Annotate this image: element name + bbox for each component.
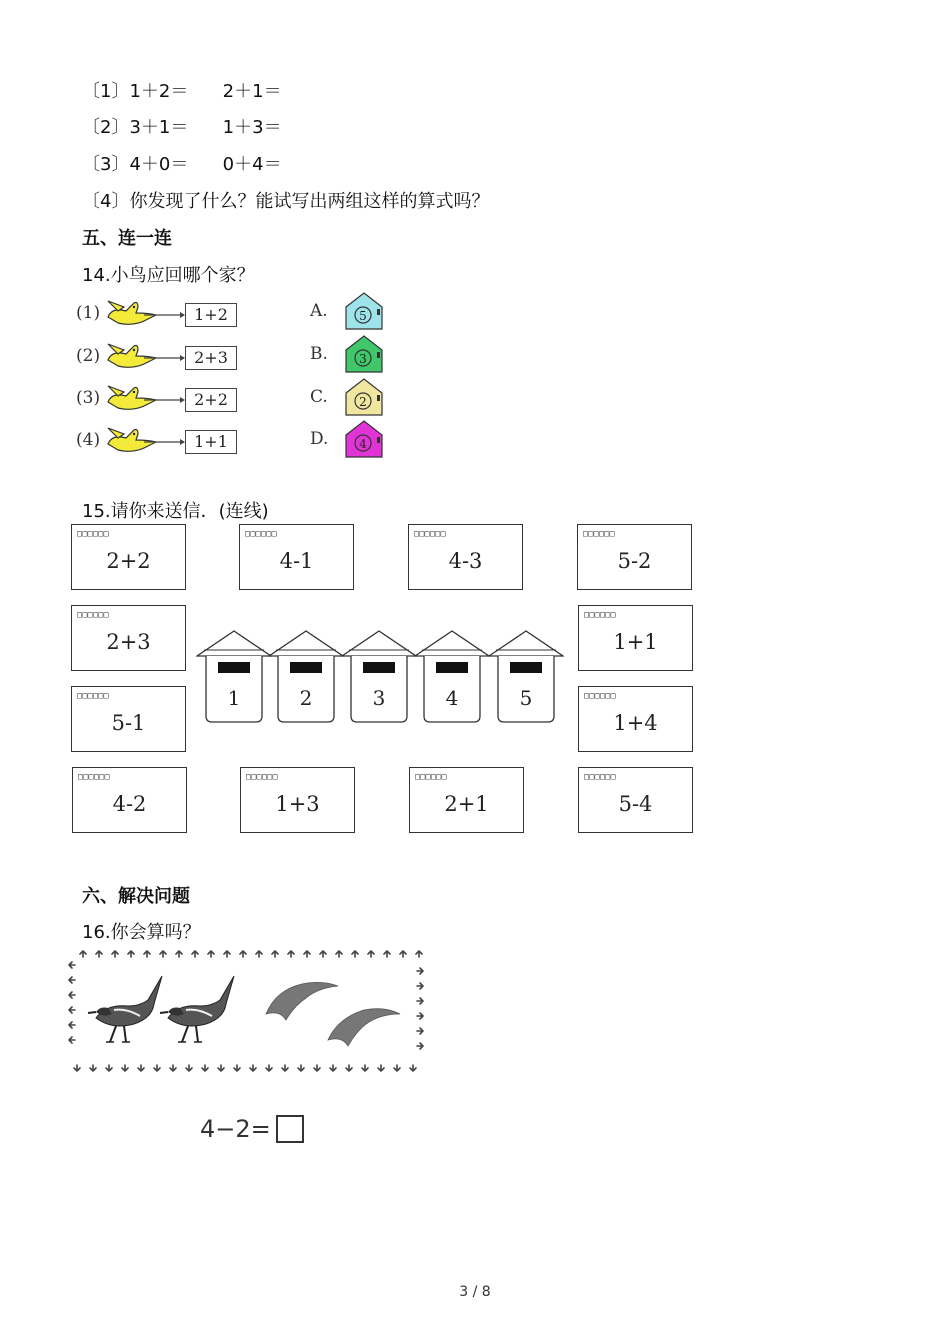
flying-bird-icon (266, 982, 338, 1020)
mailbox (488, 630, 564, 724)
standing-bird-icon (88, 976, 162, 1042)
letter-card (240, 767, 355, 833)
mailbox-number: 1 (227, 686, 241, 710)
stamp-marks: □□□□□□ (245, 529, 277, 538)
stamp-marks: □□□□□□ (415, 772, 447, 781)
letter-card (409, 767, 524, 833)
bird-icon (104, 424, 186, 458)
letter-card (71, 524, 186, 590)
letter-equation: 2+2 (106, 549, 151, 573)
svg-text:2: 2 (359, 395, 367, 409)
stamp-marks: □□□□□□ (77, 529, 109, 538)
house-letter: B. (310, 344, 328, 364)
letter-equation: 5-4 (618, 792, 653, 816)
mailbox-number: 5 (519, 686, 533, 710)
house-letter: C. (310, 387, 328, 407)
bird-equation-box: 2+3 (185, 346, 237, 370)
svg-text:4: 4 (359, 437, 367, 451)
letter-card (71, 686, 186, 752)
letter-card (72, 767, 187, 833)
bird-index: (4) (76, 430, 101, 450)
section-5-title: 五、连一连 (82, 228, 172, 249)
birdhouse-icon (342, 377, 388, 417)
stamp-marks: □□□□□□ (246, 772, 278, 781)
bird-index: (1) (76, 303, 101, 323)
bird-index: (3) (76, 388, 101, 408)
svg-text:5: 5 (359, 309, 367, 323)
stamp-marks: □□□□□□ (584, 610, 616, 619)
question-15-prompt: 15.请你来送信．(连线) (82, 501, 269, 522)
bird-scene-illustration (66, 946, 428, 1076)
letter-equation: 2+3 (106, 630, 151, 654)
svg-text:3: 3 (359, 352, 367, 366)
stamp-marks: □□□□□□ (77, 610, 109, 619)
birdhouse-icon (342, 291, 388, 331)
section-6-title: 六、解决问题 (82, 886, 190, 907)
bird-equation-box: 1+1 (185, 430, 237, 454)
page-number: 3 / 8 (459, 1284, 491, 1300)
stamp-marks: □□□□□□ (583, 529, 615, 538)
question-4-2: 〔2〕3＋1＝ 1＋3＝ (82, 117, 282, 138)
letter-card (578, 686, 693, 752)
birdhouse-icon (342, 334, 388, 374)
bird-equation-box: 1+2 (185, 303, 237, 327)
bird-icon (104, 340, 186, 374)
mailbox (196, 630, 272, 724)
question-14-prompt: 14.小鸟应回哪个家？ (82, 265, 255, 286)
letter-card (578, 767, 693, 833)
bird-scene (66, 946, 428, 1076)
mailbox (341, 630, 417, 724)
letter-equation: 1+4 (613, 711, 658, 735)
bird-equation-box: 2+2 (185, 388, 237, 412)
answer-box[interactable] (276, 1115, 304, 1143)
letter-equation: 5-2 (617, 549, 652, 573)
letter-equation: 1+3 (275, 792, 320, 816)
question-4-3: 〔3〕4＋0＝ 0＋4＝ (82, 154, 282, 175)
mailbox (268, 630, 344, 724)
bird-icon (104, 382, 186, 416)
flying-bird-icon (328, 1009, 400, 1046)
stamp-marks: □□□□□□ (78, 772, 110, 781)
letter-equation: 1+1 (613, 630, 658, 654)
letter-equation: 4-3 (448, 549, 483, 573)
letter-equation: 4-1 (279, 549, 314, 573)
letter-equation: 4-2 (112, 792, 147, 816)
bird-index: (2) (76, 346, 101, 366)
stamp-marks: □□□□□□ (584, 691, 616, 700)
mailbox-number: 3 (372, 686, 386, 710)
house-letter: A. (310, 301, 328, 321)
stamp-marks: □□□□□□ (414, 529, 446, 538)
stamp-marks: □□□□□□ (77, 691, 109, 700)
standing-bird-icon (160, 976, 234, 1042)
letter-equation: 2+1 (444, 792, 489, 816)
equation-text: 4−2= (200, 1115, 271, 1143)
letter-card (408, 524, 523, 590)
letter-equation: 5-1 (111, 711, 146, 735)
stamp-marks: □□□□□□ (584, 772, 616, 781)
house-letter: D. (310, 429, 329, 449)
question-16-prompt: 16.你会算吗？ (82, 922, 201, 943)
letter-card (239, 524, 354, 590)
letter-card (578, 605, 693, 671)
mailbox (414, 630, 490, 724)
mailbox-number: 2 (299, 686, 313, 710)
question-4-1: 〔1〕1＋2＝ 2＋1＝ (82, 81, 282, 102)
bird-icon (104, 297, 186, 331)
birdhouse-icon (342, 419, 388, 459)
question-4-4: 〔4〕你发现了什么？能试写出两组这样的算式吗？ (82, 191, 490, 212)
letter-card (577, 524, 692, 590)
mailbox-number: 4 (445, 686, 459, 710)
letter-card (71, 605, 186, 671)
